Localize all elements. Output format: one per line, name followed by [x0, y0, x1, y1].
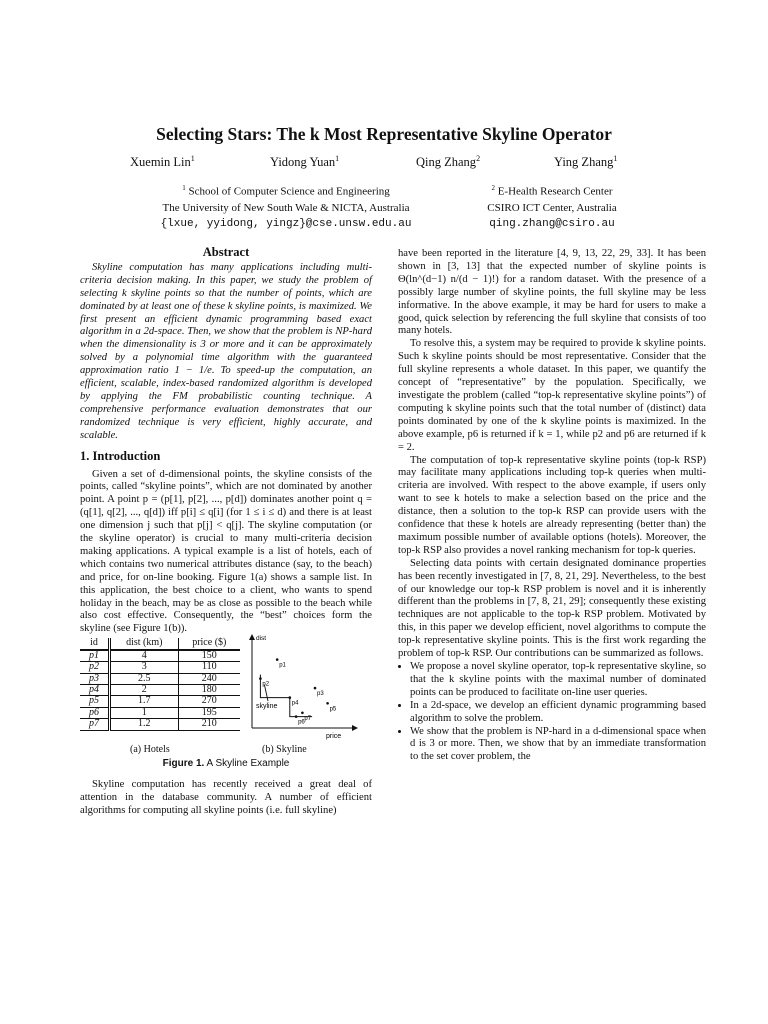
- hotels-table: [80, 638, 240, 730]
- point-p1: [276, 659, 279, 662]
- intro-heading: 1. Introduction: [80, 448, 161, 463]
- point-p5: [326, 702, 329, 705]
- subcaption-a: (a) Hotels: [130, 744, 170, 756]
- list-item: • We show that the problem is NP-hard in a d-dimensional space when d is 3 or more. Then, we show that by an immediate transformation to the set cover problem, the: [410, 726, 706, 765]
- paper-title: Selecting Stars: The k Most Representative Skyline Operator: [156, 124, 612, 144]
- point-label-p2: p2: [262, 681, 270, 688]
- point-label-p7: p7: [304, 716, 312, 723]
- skyline-label: skyline: [256, 703, 278, 711]
- affiliation-right: $^2$ E-Health Research Center CSIRO ICT Center, Australia qing.zhang@csiro.au: [452, 180, 652, 232]
- y-axis-label: dist: [256, 635, 267, 643]
- point-p6: [295, 716, 298, 719]
- table-header-dist: dist (km): [110, 638, 179, 649]
- point-label-p3: p3: [317, 691, 324, 698]
- point-p3: [314, 687, 317, 690]
- point-p7: [301, 712, 304, 715]
- author-3: Qing Zhang$^2$: [416, 154, 481, 170]
- table-row: p7 1.2 210: [80, 719, 240, 730]
- point-label-p1: p1: [279, 662, 286, 669]
- right-paragraph-4: Selecting data points with certain designated dominance properties has been recently investigated in [7, 8, 21, 29]. Nevertheless, to the best of our knowledge our top-k RSP problem is novel and it is inherently different than the problems in [7, 8, 21, 29]; consequently these existing techniques are not applicable to the top-k RSP problem. Motivated by this, in this paper we develop efficient, novel algorithms to compute the top-k representative skyline points. This is the first work regarding the problem of top-k RSP. Our contributions can be summarized as follows.: [398, 557, 706, 660]
- figure-1: [80, 635, 372, 756]
- skyline-plot: [246, 632, 370, 744]
- author-2: Yidong Yuan$^1$: [270, 154, 340, 170]
- point-label-p6: p6: [298, 719, 305, 726]
- x-axis-label: price: [326, 733, 342, 741]
- abstract-text: Skyline computation has many applications including multi-criteria decision making. In this paper, we study the problem of selecting k skyline points so that the number of points, which are dominated by at least one of these k skyline points, is maximized. We first present an efficient dynamic programming based exact algorithm in a 2d-space. Then, we show that the problem is NP-hard when the dimensionality is 3 or more and it can be approximately solved by a polynomial time algorithm with the guaranteed approximation ratio 1 − 1/e. To speed-up the computation, an efficient, scalable, index-based randomized algorithm is developed by applying the FM probabilistic counting technique. A comprehensive performance evaluation demonstrates that our randomized technique is very efficient, highly accurate, and scalable.: [80, 261, 372, 441]
- table-row: p3 2.5 240: [80, 673, 240, 684]
- point-p4: [289, 697, 292, 700]
- table-header-id: id: [80, 638, 110, 649]
- x-axis-arrow: [352, 725, 358, 731]
- plot-points: [259, 659, 337, 726]
- point-label-p4: p4: [291, 700, 299, 707]
- author-4: Ying Zhang$^1$: [554, 154, 618, 170]
- intro-paragraph-1: Given a set of d-dimensional points, the skyline consists of the points, called “skyline points”, which are not dominated by another point. A point p = (p[1], p[2], ..., p[d]) dominates another point q = (q[1], q[2], ..., q[d]) iff p[i] ≤ q[i] (for 1 ≤ i ≤ d) and there is at least one dimension j such that p[j] < q[j]. The skyline computation (or the skyline operator) is crucial to many multi-criteria decision making applications. A typical example is a list of hotels, each of which contains two numerical attributes distance (say, to the beach) and price, for on-line booking. Figure 1(a) shows a sample list. In this application, the best choice to a client, who wants to spend holiday in the beach, may be as close as possible to the beach while also cost effective. Consequently, the “best” choices form the skyline (see Figure 1(b)).: [80, 468, 372, 635]
- intro-paragraph-2: Skyline computation has recently received a great deal of attention in the database community. A number of efficient algorithms for computing all skyline points (i.e. full skyline): [80, 779, 372, 816]
- point-p2: [259, 678, 262, 681]
- abstract-heading: Abstract: [202, 245, 250, 259]
- y-axis-arrow: [249, 634, 255, 640]
- table-row: p1 4 150: [80, 650, 240, 662]
- figure-caption: Figure 1. A Skyline Example: [162, 758, 290, 770]
- table-header-price: price ($): [178, 638, 240, 649]
- left-column: [80, 246, 372, 818]
- right-paragraph-3: The computation of top-k representative skyline points (top-k RSP) may facilitate many applications including top-k queries when multi-criteria are involved. With respect to the above example, if users only want to see k hotels to make a selection based on the price and the distance, then a solution to the top-k RSP can provide users with the confidence that these k hotels are already representing (better than) the maximum possible number of available options (hotels). Moreover, the top-k RSP also provides a novel ranking mechanism for top-k queries.: [398, 454, 706, 556]
- email-left[interactable]: {lxue, yyidong, yingz}@cse.unsw.edu.au: [160, 217, 412, 230]
- right-paragraph-1: have been reported in the literature [4, 9, 13, 22, 29, 33]. It has been shown in [3, 13] that the expected number of skyline points is Θ(ln^(d−1) n/(d − 1)!) for a random dataset. With the presence of a possibly large number of skyline points, the full skyline may be less informative. In the above example, it may be hard for users to make a good, quick selection by referencing the full skyline that consists of too many hotels.: [398, 248, 706, 337]
- table-row: p4 2 180: [80, 684, 240, 695]
- author-1: Xuemin Lin$^1$: [130, 154, 195, 170]
- list-item: • We propose a novel skyline operator, top-k representative skyline, so that the k skyline points with the maximal number of dominated points can be produced to facilitate on-line user queries.: [410, 661, 706, 700]
- table-row: p5 1.7 270: [80, 696, 240, 707]
- table-row: p2 3 110: [80, 662, 240, 673]
- author-list: [0, 154, 768, 172]
- email-right[interactable]: qing.zhang@csiro.au: [489, 217, 615, 230]
- table-row: p6 1 195: [80, 707, 240, 718]
- contributions-list: [398, 661, 706, 764]
- list-item: • In a 2d-space, we develop an efficient dynamic programming based algorithm to solve the problem.: [410, 700, 706, 726]
- point-label-p5: p5: [329, 706, 337, 713]
- right-paragraph-2: To resolve this, a system may be required to provide k skyline points. Such k skyline points should be most representative. Consider that the full skyline represents a whole dataset. In this paper, we quantify the concept of “representative” by the population. Specifically, we investigate the problem (called “top-k representative skyline points”) of computing k skyline points such that the total number of (distinct) data points dominated by one of the k skyline points is maximized. In the above example, p6 is returned if k = 1, while p2 and p6 are returned if k = 2.: [398, 338, 706, 453]
- right-column: [398, 248, 706, 764]
- affiliation-left: $^1$ School of Computer Science and Engineering The University of New South Wale & NICTA, Australia {lxue, yyidong, yingz}@cse.unsw.edu.au: [128, 180, 444, 232]
- subcaption-b: (b) Skyline: [262, 744, 307, 756]
